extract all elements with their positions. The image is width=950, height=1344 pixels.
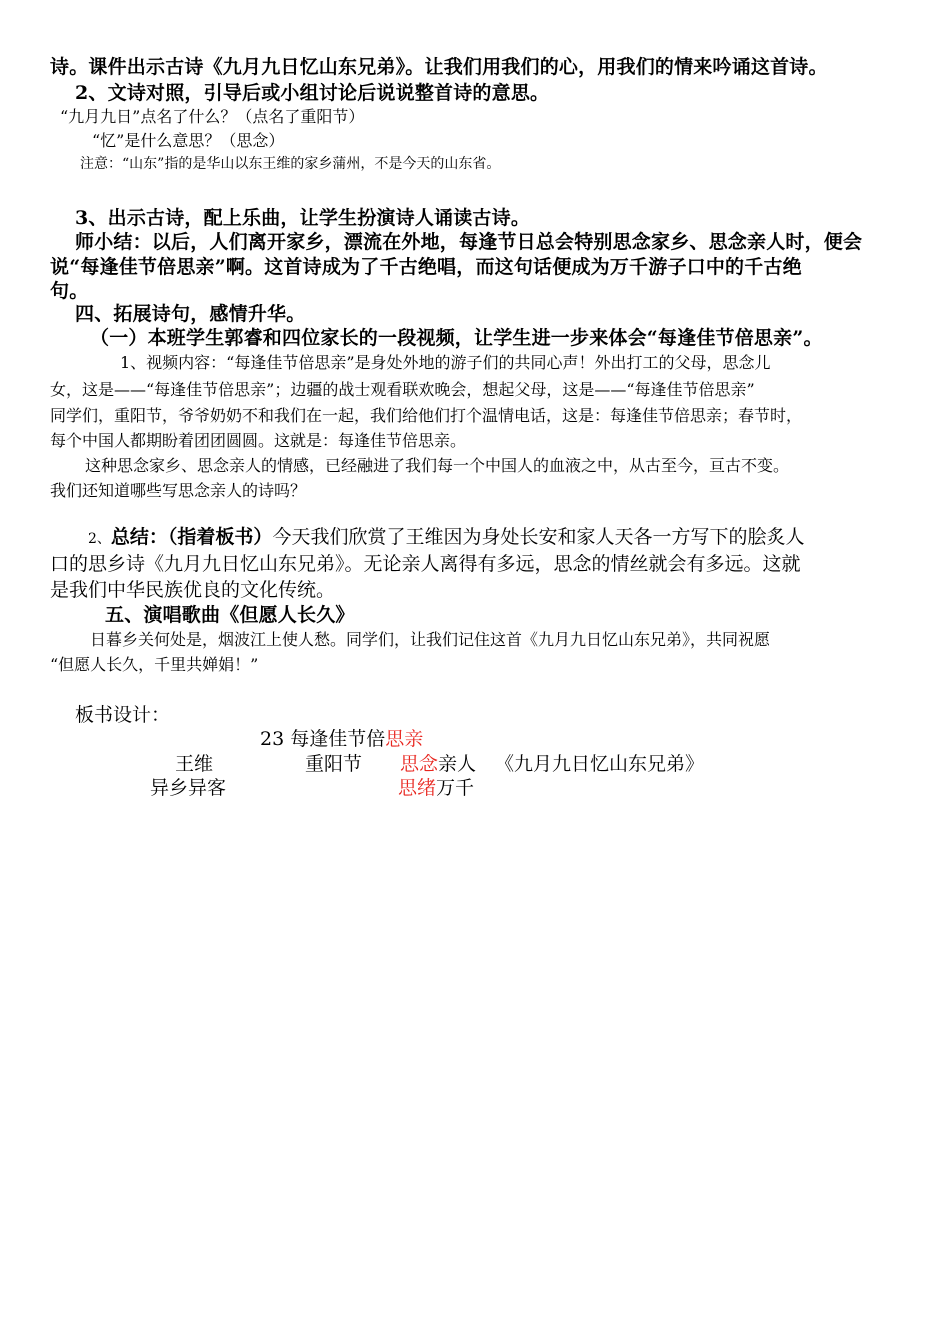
board-thought-keyword: 思绪: [398, 777, 437, 799]
board-thought: [398, 773, 474, 800]
paragraph-line: 说“每逢佳节倍思亲”啊。这首诗成为了千古绝唱，而这句话便成为万千游子口中的千古绝: [50, 256, 802, 278]
paragraph-line: 1、视频内容：“每逢佳节倍思亲”是身处外地的游子们的共同心声！外出打工的父母，思念儿: [120, 353, 771, 372]
board-title-prefix: 23 每逢佳节倍: [260, 728, 386, 750]
board-stranger: 异乡异客: [150, 777, 227, 799]
summary-line: [88, 522, 804, 549]
section-heading: 五、演唱歌曲《但愿人长久》: [105, 604, 355, 626]
board-miss-keyword: 思念: [400, 753, 439, 775]
paragraph-line: 这种思念家乡、思念亲人的情感，已经融进了我们每一个中国人的血液之中，从古至今，亘古不变。: [85, 456, 790, 475]
board-title-keyword: 思亲: [385, 728, 424, 750]
paragraph-line: “但愿人长久，千里共婵娟！”: [50, 655, 259, 674]
paragraph-line: 口的思乡诗《九月九日忆山东兄弟》。无论亲人离得有多远，思念的情丝就会有多远。这就: [50, 553, 801, 575]
board-heading: 板书设计：: [75, 704, 171, 726]
board-title: [260, 724, 423, 751]
summary-number: 2、: [88, 531, 111, 547]
paragraph-line: 诗。课件出示古诗《九月九日忆山东兄弟》。让我们用我们的心，用我们的情来吟诵这首诗。: [50, 56, 828, 78]
board-poet: 王维: [175, 753, 214, 775]
paragraph-line: 同学们，重阳节，爷爷奶奶不和我们在一起，我们给他们打个温情电话，这是：每逢佳节倍思亲；春节时，: [50, 406, 803, 425]
note-line: 注意：“山东”指的是华山以东王维的家乡蒲州，不是今天的山东省。: [80, 156, 501, 172]
paragraph-line: “九月九日”点名了什么？（点名了重阳节）: [60, 107, 365, 126]
board-festival: 重阳节: [305, 753, 363, 775]
paragraph-line: 女，这是——“每逢佳节倍思亲”；边疆的战士观看联欢晚会，想起父母，这是——“每逢佳节倍思亲”: [50, 380, 755, 399]
subsection-heading: （一）本班学生郭睿和四位家长的一段视频，让学生进一步来体会“每逢佳节倍思亲”。: [90, 327, 823, 349]
board-thought-rest: 万千: [436, 777, 475, 799]
paragraph-line: 2、文诗对照，引导后或小组讨论后说说整首诗的意思。: [75, 82, 550, 104]
paragraph-line: 每个中国人都期盼着团团圆圆。这就是：每逢佳节倍思亲。: [50, 431, 467, 450]
board-poem-title: 《九月九日忆山东兄弟》: [495, 753, 705, 775]
board-miss-rest: 亲人: [438, 753, 477, 775]
paragraph-line: “忆”是什么意思？（思念）: [92, 131, 285, 150]
paragraph-line: 3、出示古诗，配上乐曲，让学生扮演诗人诵读古诗。: [75, 207, 531, 229]
paragraph-line: 是我们中华民族优良的文化传统。: [50, 579, 336, 601]
summary-text: 今天我们欣赏了王维因为身处长安和家人天各一方写下的脍炙人: [272, 526, 805, 548]
paragraph-line: 日暮乡关何处是，烟波江上使人愁。同学们，让我们记住这首《九月九日忆山东兄弟》，共同祝愿: [90, 630, 771, 649]
paragraph-line: 师小结：以后，人们离开家乡，漂流在外地，每逢节日总会特别思念家乡、思念亲人时，便会: [75, 231, 863, 253]
paragraph-line: 句。: [50, 280, 89, 302]
paragraph-line: 我们还知道哪些写思念亲人的诗吗？: [50, 481, 307, 500]
summary-label: 总结：（指着板书）: [110, 526, 273, 548]
board-miss: [400, 749, 476, 776]
section-heading: 四、拓展诗句，感情升华。: [75, 303, 306, 325]
